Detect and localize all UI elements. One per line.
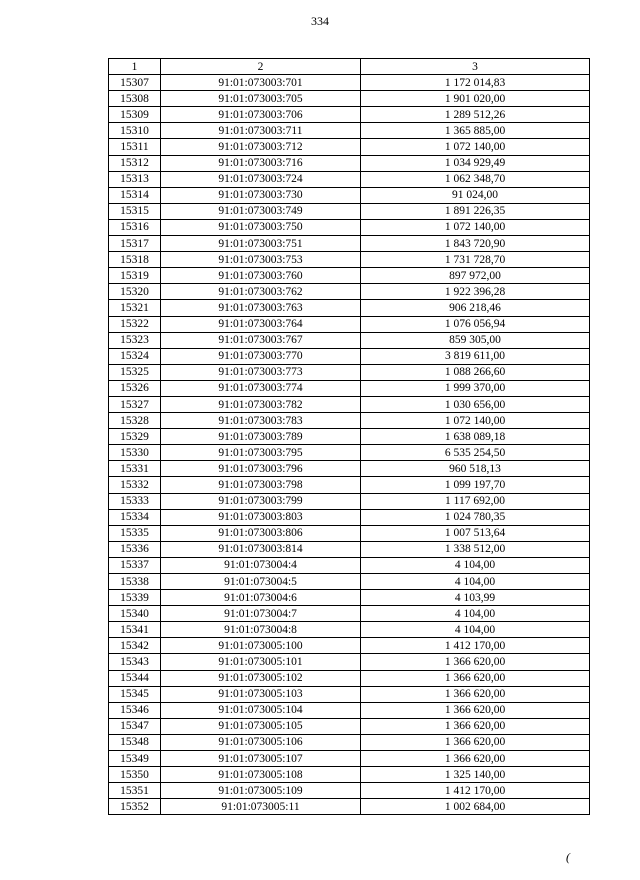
cadastral-number-cell: 91:01:073004:7: [161, 606, 361, 622]
table-row: [109, 284, 590, 300]
table-row: [109, 477, 590, 493]
cadastral-number-cell: 91:01:073005:11: [161, 799, 361, 815]
row-number-cell: 15309: [109, 107, 161, 123]
cadastral-value-cell: 1 289 512,26: [361, 107, 590, 123]
cadastral-number-cell: 91:01:073003:706: [161, 107, 361, 123]
row-number-cell: 15321: [109, 300, 161, 316]
table-body: [109, 75, 590, 815]
cadastral-number-cell: 91:01:073005:103: [161, 686, 361, 702]
cadastral-number-cell: 91:01:073005:109: [161, 783, 361, 799]
table-row: [109, 203, 590, 219]
table-row: [109, 252, 590, 268]
table-row: [109, 380, 590, 396]
cadastral-value-table: [108, 58, 590, 815]
table-row: [109, 670, 590, 686]
table-row: [109, 767, 590, 783]
cadastral-number-cell: 91:01:073003:716: [161, 155, 361, 171]
cadastral-value-cell: 1 638 089,18: [361, 429, 590, 445]
corner-mark: (: [566, 850, 570, 864]
table-row: [109, 799, 590, 815]
row-number-cell: 15319: [109, 268, 161, 284]
row-number-cell: 15334: [109, 509, 161, 525]
table-row: [109, 574, 590, 590]
cadastral-value-cell: 1 366 620,00: [361, 686, 590, 702]
cadastral-value-cell: 4 104,00: [361, 574, 590, 590]
row-number-cell: 15316: [109, 219, 161, 235]
row-number-cell: 15347: [109, 718, 161, 734]
cadastral-value-cell: 4 104,00: [361, 557, 590, 573]
page-number: 334: [311, 14, 329, 28]
cadastral-value-cell: 1 034 929,49: [361, 155, 590, 171]
cadastral-number-cell: 91:01:073003:767: [161, 332, 361, 348]
table-row: [109, 686, 590, 702]
cadastral-value-cell: 1 002 684,00: [361, 799, 590, 815]
row-number-cell: 15325: [109, 364, 161, 380]
table-row: [109, 155, 590, 171]
row-number-cell: 15335: [109, 525, 161, 541]
row-number-cell: 15311: [109, 139, 161, 155]
table-header-row: [109, 59, 590, 75]
cadastral-number-cell: 91:01:073003:789: [161, 429, 361, 445]
cadastral-number-cell: 91:01:073003:711: [161, 123, 361, 139]
table-row: [109, 783, 590, 799]
table-row: [109, 654, 590, 670]
cadastral-value-cell: 1 007 513,64: [361, 525, 590, 541]
cadastral-value-cell: 1 366 620,00: [361, 702, 590, 718]
row-number-cell: 15349: [109, 751, 161, 767]
row-number-cell: 15343: [109, 654, 161, 670]
row-number-cell: 15342: [109, 638, 161, 654]
cadastral-number-cell: 91:01:073003:795: [161, 445, 361, 461]
table-row: [109, 268, 590, 284]
row-number-cell: 15351: [109, 783, 161, 799]
cadastral-number-cell: 91:01:073003:705: [161, 91, 361, 107]
cadastral-number-cell: 91:01:073003:730: [161, 187, 361, 203]
table-row: [109, 606, 590, 622]
cadastral-number-cell: 91:01:073003:763: [161, 300, 361, 316]
row-number-cell: 15339: [109, 590, 161, 606]
cadastral-value-cell: 1 901 020,00: [361, 91, 590, 107]
row-number-cell: 15332: [109, 477, 161, 493]
cadastral-value-cell: 1 843 720,90: [361, 236, 590, 252]
cadastral-number-cell: 91:01:073005:102: [161, 670, 361, 686]
table-row: [109, 91, 590, 107]
row-number-cell: 15314: [109, 187, 161, 203]
cadastral-value-cell: 4 104,00: [361, 606, 590, 622]
row-number-cell: 15312: [109, 155, 161, 171]
cadastral-number-cell: 91:01:073003:770: [161, 348, 361, 364]
cadastral-number-cell: 91:01:073005:105: [161, 718, 361, 734]
cadastral-value-cell: 1 366 620,00: [361, 670, 590, 686]
cadastral-value-cell: 906 218,46: [361, 300, 590, 316]
cadastral-number-cell: 91:01:073003:783: [161, 413, 361, 429]
table-row: [109, 219, 590, 235]
table-row: [109, 557, 590, 573]
cadastral-value-cell: 4 103,99: [361, 590, 590, 606]
table-row: [109, 509, 590, 525]
cadastral-number-cell: 91:01:073005:100: [161, 638, 361, 654]
cadastral-value-cell: 1 030 656,00: [361, 396, 590, 412]
table-row: [109, 332, 590, 348]
cadastral-value-cell: 1 024 780,35: [361, 509, 590, 525]
row-number-cell: 15307: [109, 75, 161, 91]
cadastral-number-cell: 91:01:073004:4: [161, 557, 361, 573]
row-number-cell: 15346: [109, 702, 161, 718]
table-row: [109, 316, 590, 332]
table-row: [109, 461, 590, 477]
cadastral-number-cell: 91:01:073003:760: [161, 268, 361, 284]
cadastral-number-cell: 91:01:073003:750: [161, 219, 361, 235]
row-number-cell: 15344: [109, 670, 161, 686]
table-row: [109, 396, 590, 412]
cadastral-value-cell: 1 365 885,00: [361, 123, 590, 139]
cadastral-value-cell: 1 072 140,00: [361, 139, 590, 155]
column-header-1: 1: [109, 59, 161, 75]
table-row: [109, 107, 590, 123]
table-row: [109, 139, 590, 155]
cadastral-value-cell: 1 731 728,70: [361, 252, 590, 268]
row-number-cell: 15313: [109, 171, 161, 187]
cadastral-number-cell: 91:01:073003:774: [161, 380, 361, 396]
cadastral-value-cell: 897 972,00: [361, 268, 590, 284]
row-number-cell: 15328: [109, 413, 161, 429]
cadastral-number-cell: 91:01:073005:108: [161, 767, 361, 783]
row-number-cell: 15337: [109, 557, 161, 573]
cadastral-number-cell: 91:01:073003:724: [161, 171, 361, 187]
row-number-cell: 15320: [109, 284, 161, 300]
cadastral-number-cell: 91:01:073003:762: [161, 284, 361, 300]
cadastral-value-cell: 1 891 226,35: [361, 203, 590, 219]
row-number-cell: 15341: [109, 622, 161, 638]
row-number-cell: 15329: [109, 429, 161, 445]
cadastral-number-cell: 91:01:073005:106: [161, 734, 361, 750]
cadastral-value-cell: 1 922 396,28: [361, 284, 590, 300]
table-row: [109, 541, 590, 557]
row-number-cell: 15336: [109, 541, 161, 557]
table-row: [109, 187, 590, 203]
cadastral-number-cell: 91:01:073005:107: [161, 751, 361, 767]
cadastral-value-cell: 1 072 140,00: [361, 413, 590, 429]
row-number-cell: 15327: [109, 396, 161, 412]
cadastral-value-cell: 1 412 170,00: [361, 638, 590, 654]
table-row: [109, 429, 590, 445]
cadastral-value-cell: 91 024,00: [361, 187, 590, 203]
cadastral-value-cell: 1 325 140,00: [361, 767, 590, 783]
row-number-cell: 15330: [109, 445, 161, 461]
table-row: [109, 751, 590, 767]
cadastral-number-cell: 91:01:073003:773: [161, 364, 361, 380]
table-row: [109, 364, 590, 380]
cadastral-value-cell: 1 099 197,70: [361, 477, 590, 493]
table-row: [109, 734, 590, 750]
cadastral-value-cell: 1 062 348,70: [361, 171, 590, 187]
cadastral-number-cell: 91:01:073004:6: [161, 590, 361, 606]
table-row: [109, 525, 590, 541]
cadastral-value-cell: 4 104,00: [361, 622, 590, 638]
cadastral-value-cell: 1 172 014,83: [361, 75, 590, 91]
cadastral-value-cell: 1 076 056,94: [361, 316, 590, 332]
cadastral-number-cell: 91:01:073003:764: [161, 316, 361, 332]
table-row: [109, 590, 590, 606]
table-row: [109, 171, 590, 187]
table-row: [109, 413, 590, 429]
table-row: [109, 236, 590, 252]
row-number-cell: 15323: [109, 332, 161, 348]
cadastral-value-cell: 1 338 512,00: [361, 541, 590, 557]
cadastral-number-cell: 91:01:073003:712: [161, 139, 361, 155]
cadastral-number-cell: 91:01:073003:803: [161, 509, 361, 525]
row-number-cell: 15350: [109, 767, 161, 783]
table-row: [109, 718, 590, 734]
cadastral-value-cell: 1 999 370,00: [361, 380, 590, 396]
row-number-cell: 15317: [109, 236, 161, 252]
table-row: [109, 300, 590, 316]
cadastral-number-cell: 91:01:073003:814: [161, 541, 361, 557]
table-row: [109, 123, 590, 139]
table-row: [109, 348, 590, 364]
cadastral-number-cell: 91:01:073005:101: [161, 654, 361, 670]
cadastral-number-cell: 91:01:073003:753: [161, 252, 361, 268]
row-number-cell: 15318: [109, 252, 161, 268]
row-number-cell: 15326: [109, 380, 161, 396]
row-number-cell: 15322: [109, 316, 161, 332]
cadastral-value-cell: 1 366 620,00: [361, 734, 590, 750]
table-row: [109, 638, 590, 654]
cadastral-number-cell: 91:01:073004:5: [161, 574, 361, 590]
cadastral-number-cell: 91:01:073003:799: [161, 493, 361, 509]
table-row: [109, 622, 590, 638]
cadastral-value-cell: 1 072 140,00: [361, 219, 590, 235]
cadastral-number-cell: 91:01:073004:8: [161, 622, 361, 638]
table-row: [109, 445, 590, 461]
cadastral-number-cell: 91:01:073003:749: [161, 203, 361, 219]
row-number-cell: 15345: [109, 686, 161, 702]
table-row: [109, 702, 590, 718]
row-number-cell: 15338: [109, 574, 161, 590]
table-row: [109, 75, 590, 91]
cadastral-value-cell: 1 366 620,00: [361, 654, 590, 670]
cadastral-number-cell: 91:01:073003:701: [161, 75, 361, 91]
row-number-cell: 15324: [109, 348, 161, 364]
table-row: [109, 493, 590, 509]
row-number-cell: 15331: [109, 461, 161, 477]
cadastral-value-cell: 960 518,13: [361, 461, 590, 477]
cadastral-number-cell: 91:01:073005:104: [161, 702, 361, 718]
row-number-cell: 15352: [109, 799, 161, 815]
row-number-cell: 15348: [109, 734, 161, 750]
cadastral-value-cell: 859 305,00: [361, 332, 590, 348]
cadastral-value-cell: 1 088 266,60: [361, 364, 590, 380]
cadastral-number-cell: 91:01:073003:806: [161, 525, 361, 541]
cadastral-number-cell: 91:01:073003:796: [161, 461, 361, 477]
row-number-cell: 15333: [109, 493, 161, 509]
column-header-2: 2: [161, 59, 361, 75]
cadastral-value-cell: 3 819 611,00: [361, 348, 590, 364]
cadastral-value-cell: 6 535 254,50: [361, 445, 590, 461]
cadastral-value-cell: 1 366 620,00: [361, 751, 590, 767]
cadastral-number-cell: 91:01:073003:782: [161, 396, 361, 412]
row-number-cell: 15308: [109, 91, 161, 107]
row-number-cell: 15340: [109, 606, 161, 622]
column-header-3: 3: [361, 59, 590, 75]
cadastral-value-cell: 1 117 692,00: [361, 493, 590, 509]
cadastral-value-cell: 1 366 620,00: [361, 718, 590, 734]
row-number-cell: 15310: [109, 123, 161, 139]
cadastral-number-cell: 91:01:073003:798: [161, 477, 361, 493]
row-number-cell: 15315: [109, 203, 161, 219]
cadastral-number-cell: 91:01:073003:751: [161, 236, 361, 252]
cadastral-value-cell: 1 412 170,00: [361, 783, 590, 799]
